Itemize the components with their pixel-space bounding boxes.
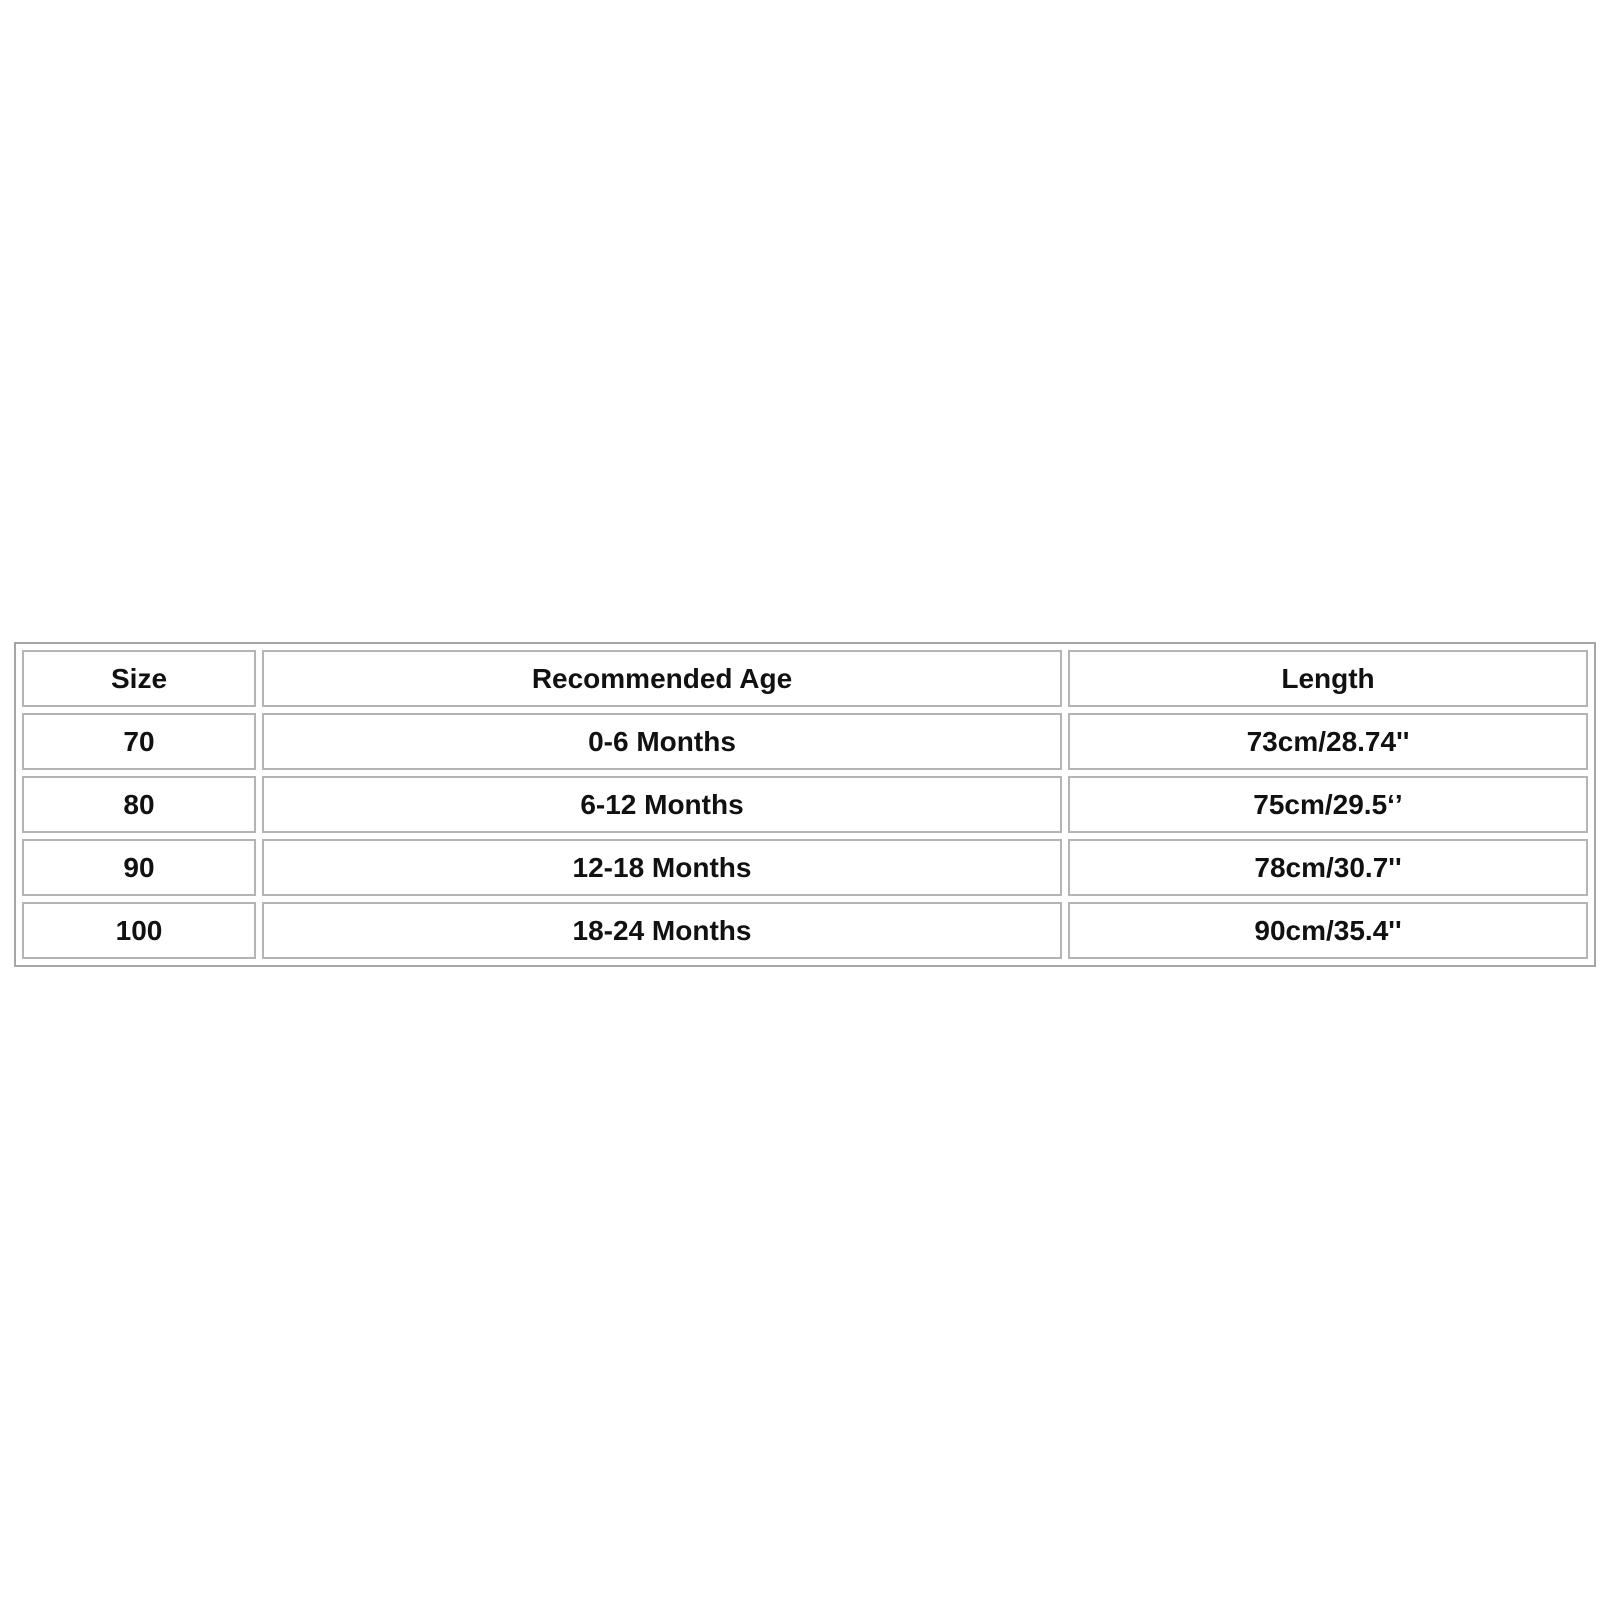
table-row — [22, 713, 1588, 770]
table-header-row — [22, 650, 1588, 707]
cell-length: 73cm/28.74'' — [1068, 713, 1588, 770]
table-row — [22, 839, 1588, 896]
cell-age: 18-24 Months — [262, 902, 1062, 959]
cell-length: 75cm/29.5‘’ — [1068, 776, 1588, 833]
size-chart-table — [14, 642, 1596, 967]
table-row — [22, 776, 1588, 833]
cell-age: 6-12 Months — [262, 776, 1062, 833]
table-row — [22, 902, 1588, 959]
header-length: Length — [1068, 650, 1588, 707]
cell-length: 90cm/35.4'' — [1068, 902, 1588, 959]
header-recommended-age: Recommended Age — [262, 650, 1062, 707]
cell-size: 90 — [22, 839, 256, 896]
cell-age: 12-18 Months — [262, 839, 1062, 896]
cell-size: 70 — [22, 713, 256, 770]
header-size: Size — [22, 650, 256, 707]
cell-size: 80 — [22, 776, 256, 833]
cell-length: 78cm/30.7'' — [1068, 839, 1588, 896]
cell-age: 0-6 Months — [262, 713, 1062, 770]
cell-size: 100 — [22, 902, 256, 959]
